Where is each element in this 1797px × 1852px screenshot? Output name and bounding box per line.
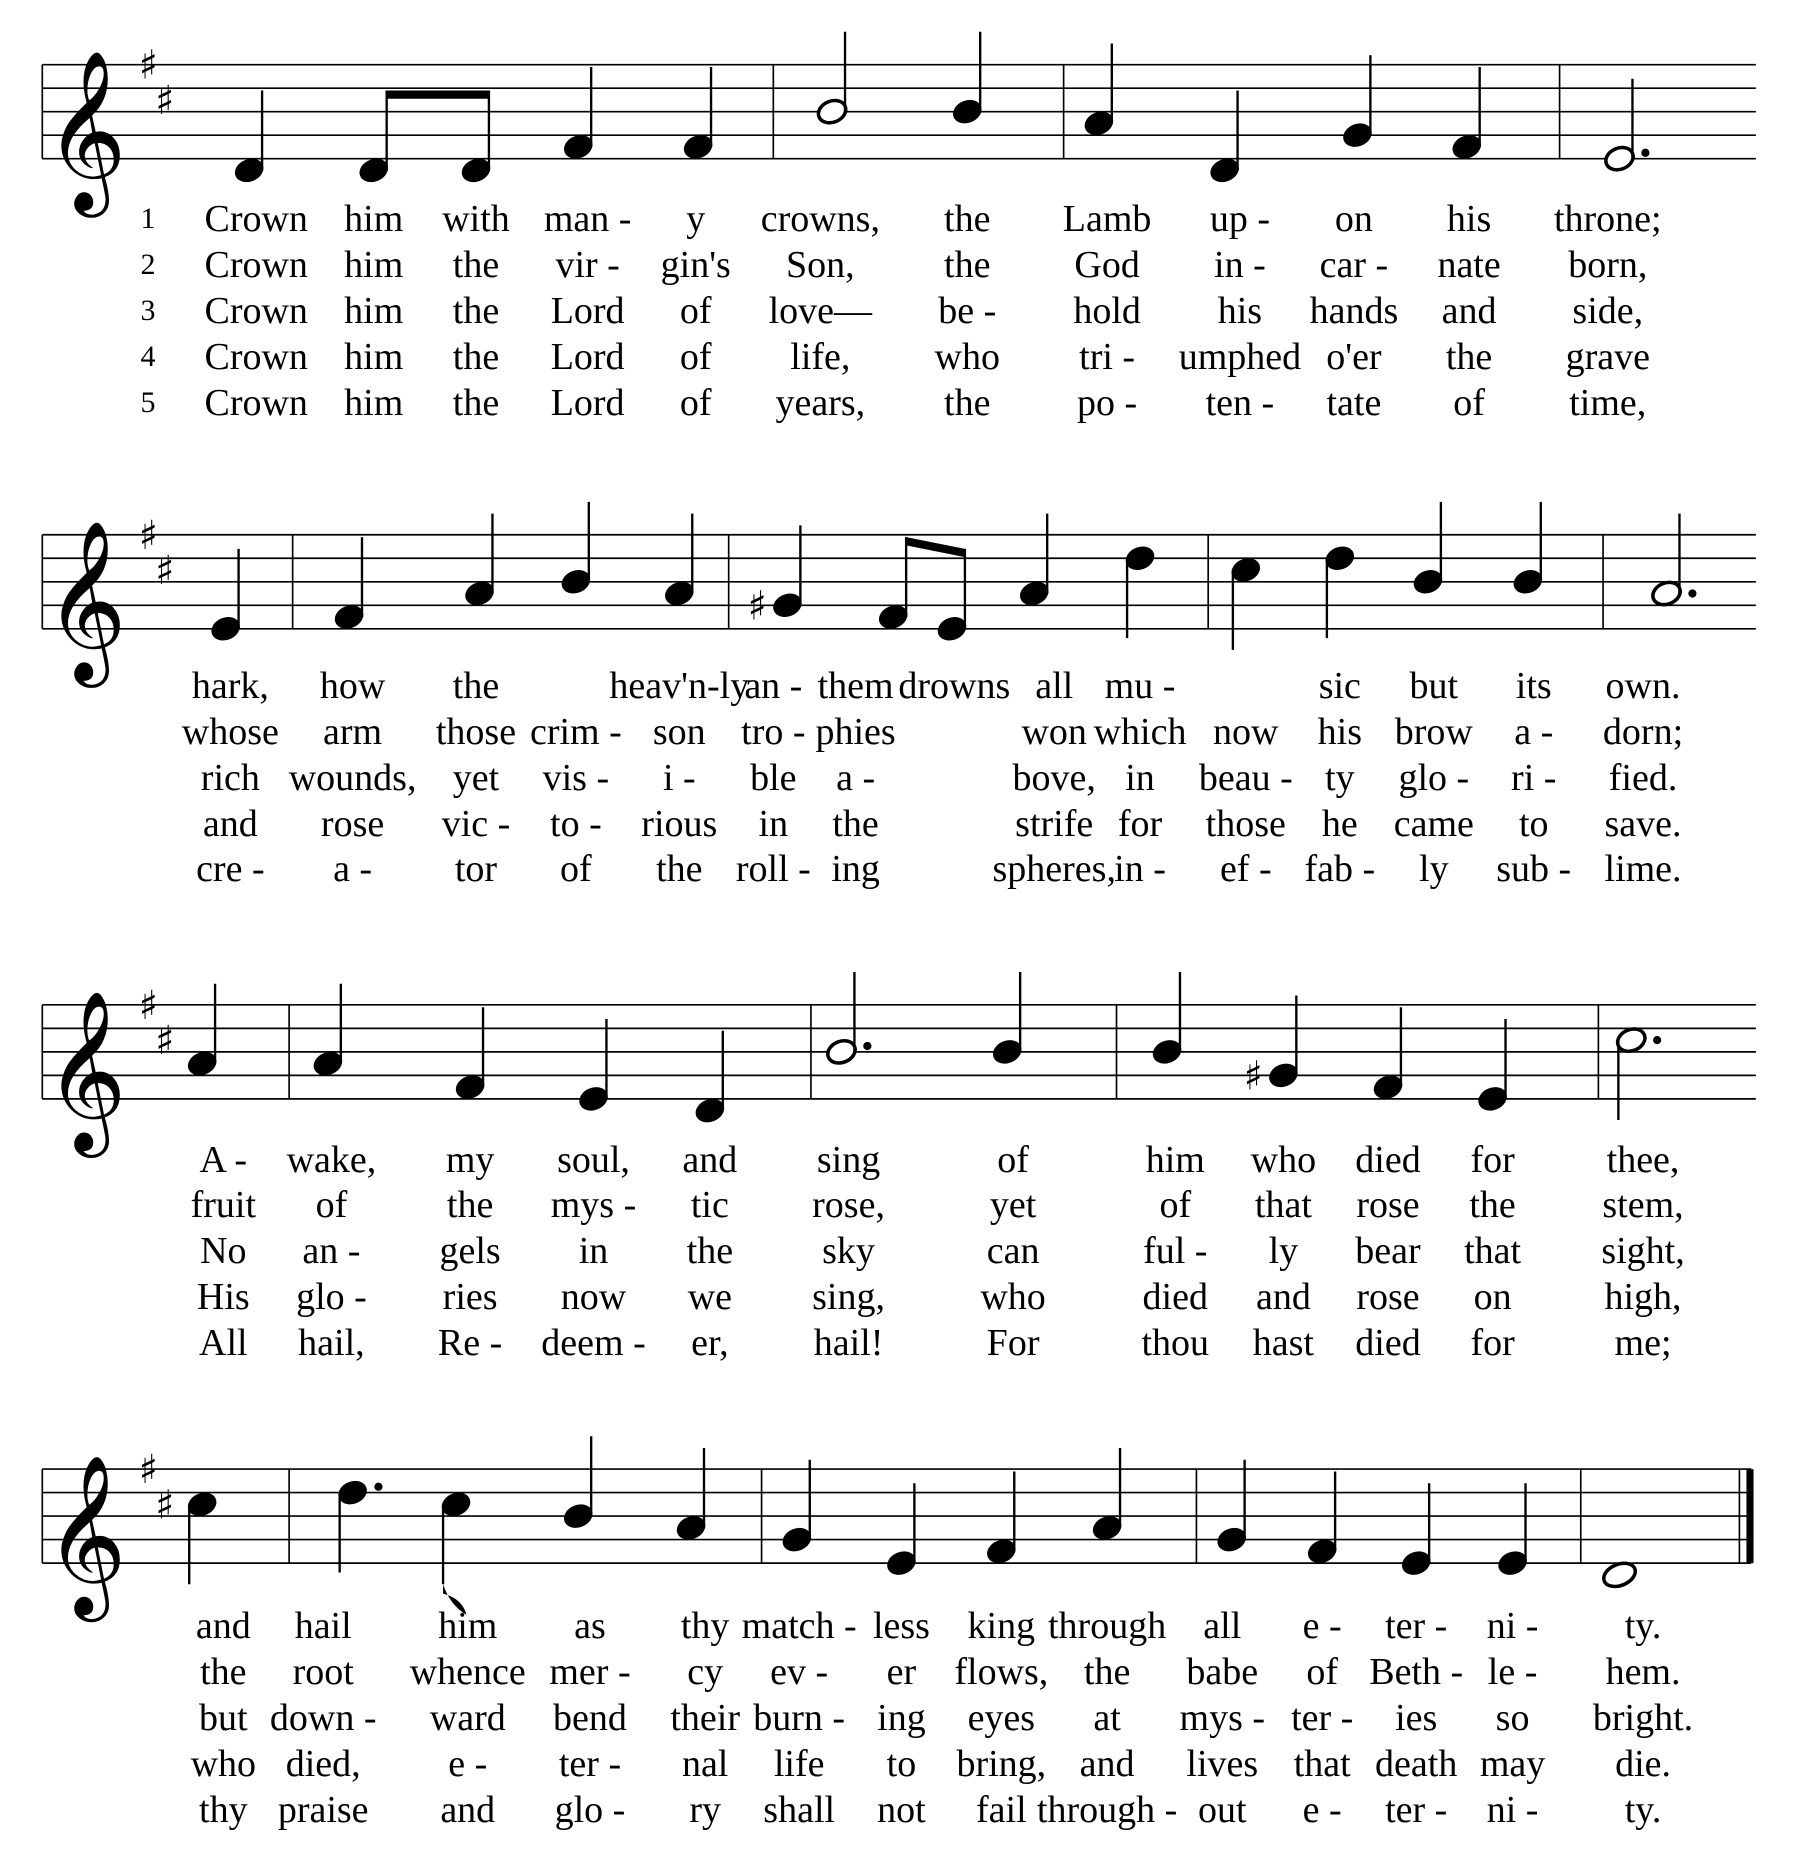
lyric-syllable: le -: [1487, 1651, 1538, 1694]
lyric-syllable: out: [1198, 1788, 1247, 1831]
lyric-syllable: ef -: [1219, 848, 1272, 891]
lyric-syllable: be -: [938, 290, 997, 333]
lyric-syllable: No: [200, 1230, 247, 1273]
lyric-syllable: him: [344, 244, 404, 287]
lyric-syllable: hold: [1073, 290, 1141, 333]
lyric-syllable: an -: [302, 1230, 361, 1273]
lyric-syllable: soul,: [557, 1138, 630, 1181]
lyric-syllable: rose: [1356, 1276, 1420, 1319]
lyric-syllable: who: [1250, 1138, 1317, 1181]
lyric-syllable: death: [1375, 1742, 1458, 1785]
lyric-syllable: the: [832, 802, 879, 845]
lyric-syllable: sight,: [1601, 1230, 1685, 1273]
lyric-syllable: that: [1293, 1742, 1351, 1785]
lyric-syllable: Lamb: [1062, 198, 1152, 241]
lyric-syllable: in -: [1114, 848, 1166, 891]
lyric-syllable: him: [344, 198, 404, 241]
lyric-syllable: nate: [1437, 244, 1501, 287]
lyric-syllable: their: [670, 1696, 740, 1739]
lyric-syllable: heav'n-ly: [609, 665, 750, 708]
lyric-syllable: ev -: [770, 1651, 829, 1694]
lyric-syllable: who: [980, 1276, 1046, 1319]
lyric-syllable: God: [1074, 244, 1140, 287]
sharp-accidental-icon: ♯: [1243, 1053, 1263, 1100]
lyric-syllable: ful -: [1143, 1230, 1208, 1273]
lyric-syllable: e -: [448, 1742, 488, 1785]
lyric-syllable: glo -: [554, 1788, 626, 1831]
lyric-syllable: for: [1470, 1321, 1515, 1364]
lyric-syllable: thy: [199, 1788, 248, 1831]
lyric-syllable: to -: [550, 802, 602, 845]
lyric-syllable: that: [1464, 1230, 1522, 1273]
lyric-syllable: die.: [1615, 1742, 1671, 1785]
lyric-syllable: sub -: [1496, 848, 1572, 891]
lyric-syllable: umphed: [1178, 335, 1302, 378]
lyric-syllable: ries: [442, 1276, 498, 1319]
lyric-syllable: in: [1125, 756, 1155, 799]
lyric-syllable: cy: [687, 1651, 724, 1694]
lyric-syllable: ten -: [1205, 381, 1275, 424]
lyric-syllable: now: [1213, 710, 1279, 753]
lyric-syllable: so: [1495, 1696, 1530, 1739]
lyric-syllable: less: [872, 1605, 930, 1648]
lyric-syllable: at: [1093, 1696, 1121, 1739]
lyric-syllable: a -: [333, 848, 373, 891]
lyric-syllable: died: [1355, 1321, 1421, 1364]
lyric-syllable: all: [1203, 1605, 1242, 1648]
lyric-syllable: we: [687, 1276, 733, 1319]
lyric-syllable: of: [1453, 381, 1485, 424]
verse-number: 2: [140, 248, 156, 282]
lyric-syllable: Crown: [204, 335, 308, 378]
lyric-syllable: lime.: [1604, 848, 1682, 891]
lyric-syllable: for: [1117, 802, 1163, 845]
lyric-syllable: born,: [1568, 244, 1648, 287]
lyric-syllable: sic: [1318, 665, 1361, 708]
lyric-syllable: ty: [1325, 756, 1355, 799]
lyric-syllable: in: [758, 802, 789, 845]
lyric-syllable: ni -: [1486, 1788, 1539, 1831]
lyric-syllable: save.: [1604, 802, 1682, 845]
lyric-syllable: to: [1518, 802, 1549, 845]
lyric-syllable: those: [1205, 802, 1286, 845]
verse-number: 5: [140, 385, 156, 419]
lyric-syllable: sing,: [812, 1276, 885, 1319]
lyric-syllable: him: [1145, 1138, 1205, 1181]
lyric-syllable: mys -: [1179, 1696, 1266, 1739]
lyric-syllable: fail: [976, 1788, 1027, 1831]
lyric-syllable: died: [1355, 1138, 1421, 1181]
lyric-syllable: on: [1334, 198, 1373, 241]
lyric-line-verse-4: [0, 1742, 1797, 1786]
lyric-syllable: gels: [439, 1230, 501, 1273]
lyric-syllable: life,: [790, 335, 851, 378]
lyric-syllable: the: [1469, 1184, 1516, 1227]
lyric-syllable: ri -: [1511, 756, 1557, 799]
lyric-syllable: and: [195, 1605, 251, 1648]
treble-clef-icon: 𝄞: [44, 1452, 127, 1615]
lyric-line-verse-3: [0, 1696, 1797, 1740]
lyric-syllable: through: [1048, 1605, 1167, 1648]
augmentation-dot: [374, 1483, 382, 1491]
lyric-syllable: arm: [323, 710, 383, 753]
lyric-line-verse-2: [0, 1650, 1797, 1694]
lyric-syllable: that: [1254, 1184, 1312, 1227]
lyric-syllable: he: [1321, 802, 1358, 845]
lyric-syllable: Re -: [437, 1321, 503, 1364]
lyric-syllable: a -: [1514, 710, 1554, 753]
lyric-syllable: throne;: [1553, 198, 1662, 241]
lyric-syllable: o'er: [1326, 335, 1382, 378]
lyric-syllable: ward: [429, 1696, 506, 1739]
lyric-syllable: Crown: [204, 290, 308, 333]
lyric-syllable: the: [686, 1230, 734, 1273]
lyric-syllable: his: [1317, 710, 1362, 753]
lyric-syllable: shall: [763, 1788, 836, 1831]
lyric-syllable: in: [578, 1230, 609, 1273]
lyric-syllable: bright.: [1592, 1696, 1694, 1739]
lyric-syllable: ble: [750, 756, 797, 799]
lyric-syllable: on: [1473, 1276, 1512, 1319]
lyric-syllable: own.: [1605, 665, 1681, 708]
lyric-syllable: died: [1142, 1276, 1208, 1319]
lyric-syllable: wake,: [286, 1138, 377, 1181]
lyric-syllable: ty.: [1624, 1605, 1662, 1648]
lyric-syllable: nal: [681, 1742, 729, 1785]
lyric-syllable: vir -: [555, 244, 620, 287]
lyric-syllable: crim -: [529, 710, 622, 753]
lyric-syllable: match -: [741, 1605, 857, 1648]
lyric-syllable: ing: [831, 848, 880, 891]
lyric-line-verse-5: [0, 1788, 1797, 1832]
lyric-syllable: to: [886, 1742, 917, 1785]
lyric-syllable: came: [1393, 802, 1474, 845]
lyric-syllable: my: [445, 1138, 495, 1181]
lyric-syllable: Beth -: [1369, 1651, 1464, 1694]
lyric-syllable: the: [446, 1184, 494, 1227]
lyric-syllable: the: [452, 290, 500, 333]
lyric-syllable: yet: [989, 1184, 1037, 1227]
lyric-syllable: a -: [836, 756, 876, 799]
lyric-syllable: rose: [1356, 1184, 1420, 1227]
lyric-syllable: y: [686, 198, 706, 241]
lyric-syllable: po -: [1077, 381, 1138, 424]
lyric-syllable: tor: [454, 848, 498, 891]
lyric-syllable: of: [679, 290, 712, 333]
lyric-syllable: ies: [1395, 1696, 1438, 1739]
lyric-syllable: ter -: [1385, 1788, 1448, 1831]
lyric-syllable: not: [877, 1788, 926, 1831]
lyric-syllable: all: [1035, 665, 1074, 708]
lyric-syllable: who: [190, 1742, 257, 1785]
lyric-syllable: ter -: [1291, 1696, 1354, 1739]
lyric-syllable: through -: [1036, 1788, 1178, 1831]
lyric-syllable: Crown: [204, 381, 308, 424]
lyric-syllable: vic -: [441, 802, 511, 845]
lyric-syllable: of: [679, 335, 712, 378]
lyric-syllable: sky: [822, 1230, 875, 1273]
lyric-syllable: of: [315, 1184, 348, 1227]
lyric-syllable: beau -: [1198, 756, 1293, 799]
sharp-icon: ♯: [155, 1018, 175, 1065]
lyric-syllable: him: [344, 335, 404, 378]
lyric-syllable: tro -: [741, 710, 806, 753]
sharp-accidental-icon: ♯: [747, 583, 767, 630]
lyric-syllable: mu -: [1104, 665, 1176, 708]
lyric-syllable: won: [1021, 710, 1087, 753]
lyric-syllable: man -: [543, 198, 632, 241]
sharp-icon: ♯: [155, 548, 175, 595]
lyric-syllable: thee,: [1606, 1138, 1680, 1181]
lyric-syllable: the: [452, 381, 500, 424]
lyric-syllable: the: [452, 244, 500, 287]
lyric-syllable: ly: [1419, 848, 1449, 891]
lyric-syllable: how: [319, 665, 386, 708]
lyric-syllable: Son,: [786, 244, 855, 287]
lyric-syllable: mys -: [550, 1184, 637, 1227]
lyric-syllable: A -: [199, 1138, 248, 1181]
lyric-syllable: er,: [691, 1321, 729, 1364]
lyric-syllable: praise: [277, 1788, 369, 1831]
lyric-syllable: can: [986, 1230, 1040, 1273]
lyric-syllable: of: [560, 848, 592, 891]
lyric-syllable: er: [886, 1651, 917, 1694]
lyric-syllable: and: [1255, 1276, 1311, 1319]
lyric-syllable: may: [1479, 1742, 1546, 1785]
lyric-syllable: ly: [1268, 1230, 1299, 1273]
lyric-syllable: For: [986, 1321, 1040, 1364]
sharp-icon: ♯: [155, 1482, 175, 1529]
lyric-syllable: deem -: [541, 1321, 646, 1364]
lyric-syllable: tic: [690, 1184, 729, 1227]
lyric-syllable: those: [435, 710, 517, 753]
sharp-icon: ♯: [138, 512, 159, 559]
lyric-syllable: wounds,: [288, 756, 417, 799]
lyric-syllable: dorn;: [1602, 710, 1684, 753]
lyric-syllable: down -: [269, 1696, 377, 1739]
lyric-syllable: the: [452, 665, 500, 708]
lyric-syllable: flows,: [954, 1651, 1049, 1694]
lyric-syllable: him: [344, 381, 404, 424]
lyric-syllable: with: [442, 198, 510, 241]
lyric-syllable: of: [1306, 1651, 1339, 1694]
treble-clef-icon: 𝄞: [44, 518, 127, 681]
lyric-syllable: Lord: [550, 381, 625, 424]
lyric-syllable: bove,: [1012, 756, 1096, 799]
lyric-syllable: glo -: [1398, 756, 1470, 799]
lyric-syllable: hail!: [813, 1321, 884, 1364]
lyric-syllable: car -: [1319, 244, 1389, 287]
lyric-syllable: high,: [1604, 1276, 1682, 1319]
lyric-syllable: i -: [662, 756, 696, 799]
lyric-syllable: an -: [744, 665, 803, 708]
lyric-syllable: ty.: [1624, 1788, 1662, 1831]
lyric-syllable: hands: [1309, 290, 1399, 333]
lyric-syllable: bend: [553, 1696, 627, 1739]
sharp-icon: ♯: [138, 42, 159, 89]
lyric-syllable: and: [1441, 290, 1497, 333]
lyric-syllable: gin's: [660, 244, 731, 287]
lyric-syllable: love—: [768, 290, 873, 333]
verse-number: 3: [140, 294, 156, 328]
lyric-syllable: me;: [1614, 1321, 1672, 1364]
lyric-syllable: hail: [294, 1605, 352, 1648]
lyric-syllable: brow: [1394, 710, 1473, 753]
lyric-syllable: fruit: [190, 1184, 257, 1227]
lyric-syllable: yet: [452, 756, 500, 799]
lyric-syllable: the: [944, 381, 991, 424]
lyric-syllable: as: [574, 1605, 606, 1648]
lyric-line-verse-1: [0, 1604, 1797, 1648]
lyric-syllable: ter -: [558, 1742, 622, 1785]
lyric-syllable: for: [1470, 1138, 1515, 1181]
lyric-syllable: him: [344, 290, 404, 333]
lyric-syllable: glo -: [296, 1276, 367, 1319]
lyric-syllable: whence: [409, 1651, 526, 1694]
lyric-syllable: side,: [1572, 290, 1644, 333]
lyric-syllable: died,: [285, 1742, 361, 1785]
sharp-icon: ♯: [138, 1447, 159, 1494]
lyric-syllable: rose: [320, 802, 385, 845]
lyric-syllable: mer -: [549, 1651, 631, 1694]
lyric-syllable: phies: [815, 710, 896, 753]
lyric-syllable: fied.: [1608, 756, 1678, 799]
lyric-syllable: root: [292, 1651, 354, 1694]
lyric-syllable: of: [679, 381, 712, 424]
lyric-syllable: e -: [1302, 1788, 1342, 1831]
lyric-syllable: the: [1083, 1651, 1131, 1694]
lyric-syllable: Crown: [204, 198, 308, 241]
lyric-syllable: thy: [680, 1605, 730, 1648]
lyric-syllable: rose,: [812, 1184, 885, 1227]
lyric-syllable: burn -: [753, 1696, 846, 1739]
lyric-syllable: strife: [1015, 802, 1094, 845]
lyric-syllable: cre -: [196, 848, 265, 891]
lyric-syllable: and: [682, 1138, 738, 1181]
lyric-syllable: vis -: [542, 756, 610, 799]
lyric-syllable: the: [452, 335, 500, 378]
verse-number: 1: [140, 202, 156, 236]
verse-number: 4: [140, 339, 156, 373]
lyric-syllable: crowns,: [760, 198, 880, 241]
lyric-syllable: the: [944, 198, 991, 241]
lyric-syllable: eyes: [967, 1696, 1036, 1739]
treble-clef-icon: 𝄞: [44, 988, 127, 1151]
lyric-syllable: its: [1515, 665, 1552, 708]
lyric-syllable: tri -: [1079, 335, 1136, 378]
lyric-syllable: hark,: [191, 665, 269, 708]
lyric-syllable: the: [200, 1651, 247, 1694]
lyric-syllable: rious: [641, 802, 718, 845]
lyric-syllable: His: [196, 1276, 250, 1319]
lyric-syllable: ry: [689, 1788, 721, 1831]
lyric-syllable: All: [199, 1321, 248, 1364]
lyric-syllable: and: [440, 1788, 496, 1831]
lyric-syllable: ter -: [1385, 1605, 1448, 1648]
lyric-syllable: his: [1446, 198, 1492, 241]
lyric-syllable: hail,: [298, 1321, 365, 1364]
lyric-syllable: time,: [1569, 381, 1647, 424]
lyric-syllable: Lord: [550, 335, 625, 378]
lyric-syllable: spheres,: [992, 848, 1116, 891]
lyric-syllable: hem.: [1605, 1651, 1681, 1694]
lyric-syllable: whose: [181, 710, 279, 753]
lyric-syllable: rich: [200, 756, 260, 799]
lyric-syllable: grave: [1565, 335, 1650, 378]
lyric-syllable: and: [202, 802, 258, 845]
lyric-syllable: bear: [1355, 1230, 1421, 1273]
lyric-syllable: but: [199, 1696, 248, 1739]
lyric-syllable: the: [656, 848, 703, 891]
lyric-syllable: ing: [877, 1696, 926, 1739]
lyric-syllable: babe: [1186, 1651, 1259, 1694]
lyric-syllable: stem,: [1602, 1184, 1684, 1227]
lyric-syllable: the: [1445, 335, 1493, 378]
lyric-syllable: drowns: [898, 665, 1011, 708]
lyric-syllable: Lord: [550, 290, 625, 333]
lyric-syllable: tate: [1326, 381, 1382, 424]
lyric-syllable: hast: [1252, 1321, 1314, 1364]
lyric-syllable: now: [560, 1276, 627, 1319]
lyric-syllable: sing: [816, 1138, 881, 1181]
sharp-icon: ♯: [155, 78, 175, 125]
lyric-syllable: bring,: [956, 1742, 1047, 1785]
lyric-syllable: e -: [1302, 1605, 1342, 1648]
lyric-syllable: king: [967, 1605, 1036, 1648]
lyric-syllable: in -: [1214, 244, 1266, 287]
lyric-syllable: years,: [775, 381, 866, 424]
lyric-syllable: son: [652, 710, 706, 753]
sharp-icon: ♯: [138, 982, 159, 1029]
lyric-syllable: who: [934, 335, 1000, 378]
lyric-syllable: but: [1409, 665, 1459, 708]
lyric-syllable: him: [438, 1605, 498, 1648]
lyric-syllable: roll -: [735, 848, 811, 891]
final-barline-thick: [1746, 1469, 1753, 1563]
lyric-syllable: fab -: [1304, 848, 1376, 891]
lyric-syllable: his: [1217, 290, 1263, 333]
lyric-syllable: life: [773, 1742, 825, 1785]
lyric-syllable: thou: [1141, 1321, 1210, 1364]
lyric-syllable: the: [944, 244, 991, 287]
treble-clef-icon: 𝄞: [44, 48, 127, 211]
lyric-syllable: which: [1093, 710, 1187, 753]
lyric-syllable: and: [1079, 1742, 1135, 1785]
lyric-syllable: up -: [1209, 198, 1270, 241]
lyric-syllable: them: [817, 665, 894, 708]
lyric-syllable: lives: [1186, 1742, 1259, 1785]
lyric-syllable: Crown: [204, 244, 308, 287]
lyric-syllable: ni -: [1486, 1605, 1539, 1648]
lyric-syllable: of: [1159, 1184, 1192, 1227]
lyric-syllable: of: [997, 1138, 1029, 1181]
